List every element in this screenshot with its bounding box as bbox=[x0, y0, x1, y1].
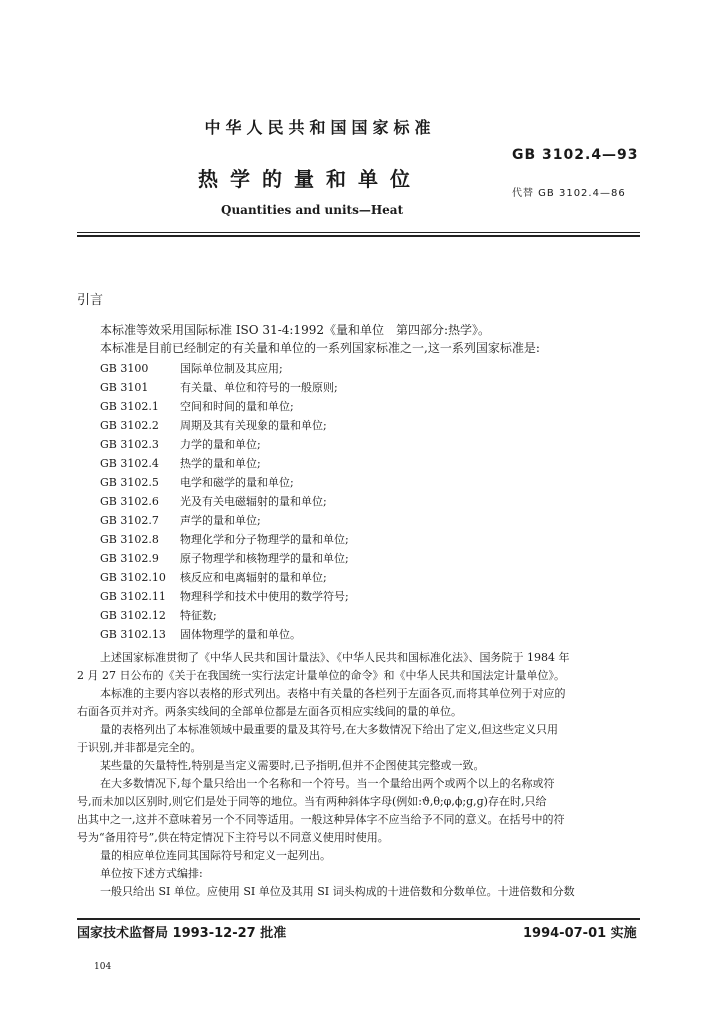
footer-rule bbox=[77, 918, 640, 920]
standard-number: GB 3102.4—93 bbox=[512, 147, 639, 163]
issuing-organization: 中华人民共和国国家标准 bbox=[204, 118, 436, 137]
list-item-code: GB 3102.5 bbox=[100, 476, 159, 489]
replaces-standard: 代替 GB 3102.4—86 bbox=[512, 188, 626, 199]
paragraph-line: 量的相应单位连同其国际符号和定义一起列出。 bbox=[100, 849, 331, 862]
list-item bbox=[100, 512, 261, 528]
paragraph-line: 一般只给出 SI 单位。应使用 SI 单位及其用 SI 词头构成的十进倍数和分数单位。十进倍数和分数 bbox=[100, 885, 575, 898]
list-item-code: GB 3102.9 bbox=[100, 552, 159, 565]
paragraph-line: 右面各页并对齐。两条实线间的全部单位都是左面各页相应实线间的量的单位。 bbox=[77, 705, 462, 718]
header-rule-thin bbox=[77, 232, 640, 233]
list-item-title: 物理科学和技术中使用的数学符号; bbox=[180, 590, 349, 603]
paragraph-line: 单位按下述方式编排: bbox=[100, 867, 203, 880]
paragraph-line: 在大多数情况下,每个量只给出一个名称和一个符号。当一个量给出两个或两个以上的名称或符 bbox=[100, 777, 555, 790]
list-item-code: GB 3102.12 bbox=[100, 609, 166, 622]
list-item-code: GB 3102.13 bbox=[100, 628, 166, 641]
paragraph-line: 出其中之一,这并不意味着另一个不同等适用。一般这种异体字不应当给予不同的意义。在括号中的符 bbox=[77, 813, 565, 826]
section-title: 引言 bbox=[77, 293, 104, 308]
intro-paragraph-1: 本标准等效采用国际标准 ISO 31-4:1992《量和单位 第四部分:热学》。 bbox=[100, 323, 491, 337]
paragraph-line: 上述国家标准贯彻了《中华人民共和国计量法》、《中华人民共和国标准化法》、国务院于 1984 年 bbox=[100, 651, 570, 664]
list-item-title: 热学的量和单位; bbox=[180, 457, 261, 470]
list-item-title: 电学和磁学的量和单位; bbox=[180, 476, 294, 489]
list-item bbox=[100, 550, 349, 566]
paragraph-line: 号为“备用符号”,供在特定情况下主符号以不同意义使用时使用。 bbox=[77, 831, 389, 844]
list-item-code: GB 3102.8 bbox=[100, 533, 159, 546]
paragraph-line: 量的表格列出了本标准领域中最重要的量及其符号,在大多数情况下给出了定义,但这些定义只用 bbox=[100, 723, 558, 736]
list-item-title: 光及有关电磁辐射的量和单位; bbox=[180, 495, 327, 508]
paragraph-line: 2 月 27 日公布的《关于在我国统一实行法定计量单位的命令》和《中华人民共和国法定计量单位》。 bbox=[77, 669, 565, 682]
list-item-code: GB 3102.2 bbox=[100, 419, 159, 432]
list-item-code: GB 3102.11 bbox=[100, 590, 166, 603]
list-item-title: 有关量、单位和符号的一般原则; bbox=[180, 381, 338, 394]
list-item-code: GB 3102.6 bbox=[100, 495, 159, 508]
list-item-title: 声学的量和单位; bbox=[180, 514, 261, 527]
list-item-title: 原子物理学和核物理学的量和单位; bbox=[180, 552, 349, 565]
list-item-title: 固体物理学的量和单位。 bbox=[180, 628, 301, 641]
list-item-code: GB 3102.4 bbox=[100, 457, 159, 470]
implementation-date: 1994-07-01 实施 bbox=[523, 926, 637, 941]
list-item bbox=[100, 607, 217, 623]
page-number: 104 bbox=[94, 962, 112, 972]
list-item bbox=[100, 379, 338, 395]
list-item-title: 特征数; bbox=[180, 609, 217, 622]
list-item-code: GB 3102.1 bbox=[100, 400, 159, 413]
paragraph-line: 于识别,并非都是完全的。 bbox=[77, 741, 202, 754]
list-item-title: 国际单位制及其应用; bbox=[180, 362, 283, 375]
list-item-title: 力学的量和单位; bbox=[180, 438, 261, 451]
list-item bbox=[100, 569, 327, 585]
list-item-title: 空间和时间的量和单位; bbox=[180, 400, 294, 413]
list-item-title: 物理化学和分子物理学的量和单位; bbox=[180, 533, 349, 546]
list-item bbox=[100, 474, 294, 490]
list-item bbox=[100, 588, 349, 604]
approval-issuer: 国家技术监督局 1993-12-27 批准 bbox=[77, 926, 287, 941]
header-rule-thick bbox=[77, 235, 640, 237]
list-item-title: 核反应和电离辐射的量和单位; bbox=[180, 571, 327, 584]
paragraph-line: 本标准的主要内容以表格的形式列出。表格中有关量的各栏列于左面各页,而将其单位列于对应的 bbox=[100, 687, 566, 700]
list-item bbox=[100, 455, 261, 471]
list-item-code: GB 3100 bbox=[100, 362, 149, 375]
english-title: Quantities and units—Heat bbox=[221, 203, 404, 217]
page-title: 热学的量和单位 bbox=[198, 167, 422, 191]
list-item bbox=[100, 360, 283, 376]
list-item bbox=[100, 626, 301, 642]
list-item-title: 周期及其有关现象的量和单位; bbox=[180, 419, 327, 432]
paragraph-line: 号,而未加以区别时,则它们是处于同等的地位。当有两种斜体字母(例如:ϑ,θ;φ,ϕ;g,ɡ)存在时,只给 bbox=[77, 795, 547, 808]
list-item bbox=[100, 398, 294, 414]
paragraph-line: 某些量的矢量特性,特别是当定义需要时,已予指明,但并不企图使其完整或一致。 bbox=[100, 759, 485, 772]
list-item bbox=[100, 531, 349, 547]
list-item bbox=[100, 493, 327, 509]
list-item-code: GB 3102.10 bbox=[100, 571, 166, 584]
list-item bbox=[100, 436, 261, 452]
intro-paragraph-2: 本标准是目前已经制定的有关量和单位的一系列国家标准之一,这一系列国家标准是: bbox=[100, 341, 540, 355]
list-item-code: GB 3101 bbox=[100, 381, 149, 394]
list-item bbox=[100, 417, 327, 433]
list-item-code: GB 3102.7 bbox=[100, 514, 159, 527]
list-item-code: GB 3102.3 bbox=[100, 438, 159, 451]
